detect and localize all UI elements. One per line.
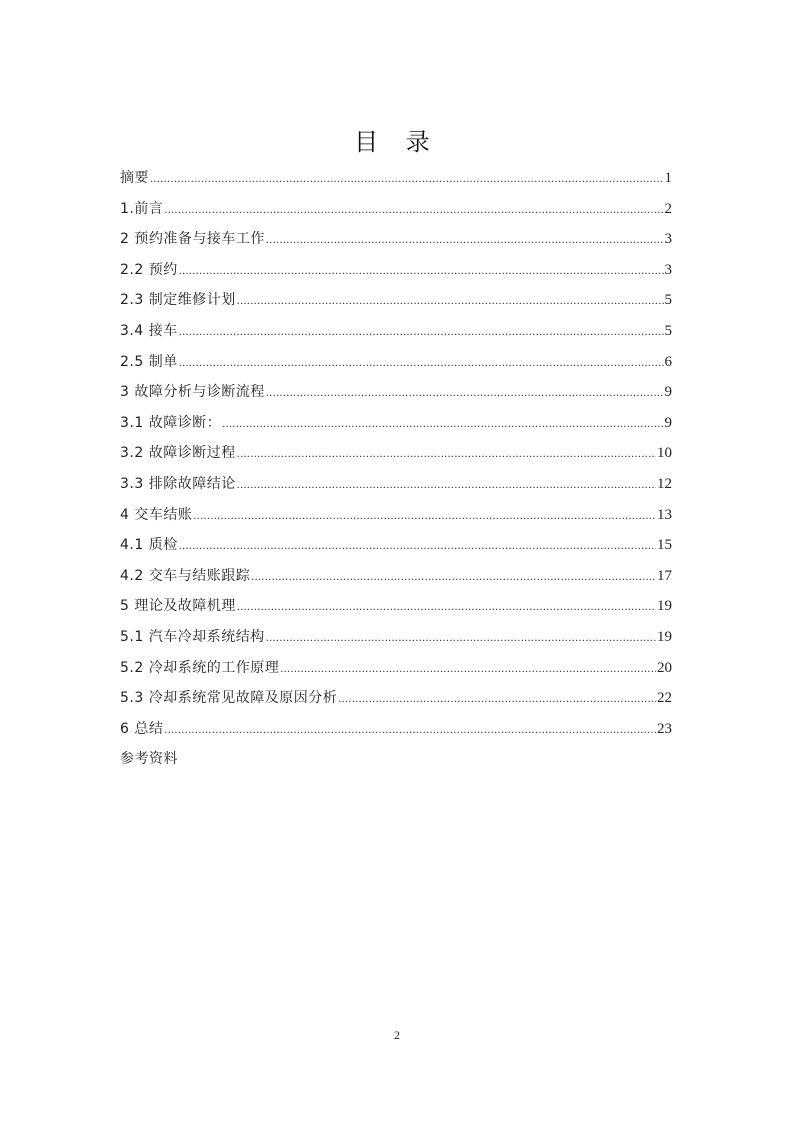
toc-entry-2-3[interactable]	[120, 285, 672, 316]
toc-entry-label: 3.3 排除故障结论	[120, 475, 236, 492]
toc-entry-4-2[interactable]	[120, 561, 672, 592]
toc-entry-page: 6	[664, 353, 672, 370]
toc-dot-leader	[150, 163, 664, 194]
toc-title: 目 录	[354, 128, 440, 156]
toc-dot-leader	[179, 530, 656, 561]
page-number: 2	[394, 1028, 400, 1042]
toc-entry-2-5[interactable]	[120, 347, 672, 378]
toc-entry-label: 4.1 质检	[120, 537, 178, 554]
toc-entry-label: 5.2 冷却系统的工作原理	[120, 659, 280, 676]
toc-entry-page: 5	[664, 322, 672, 339]
toc-dot-leader	[266, 224, 664, 255]
toc-dot-leader	[266, 622, 656, 653]
toc-dot-leader	[237, 438, 656, 469]
toc-entry-chapter-6[interactable]	[120, 714, 672, 745]
toc-entry-page: 3	[664, 231, 672, 248]
toc-entry-4-1[interactable]	[120, 530, 672, 561]
toc-entry-label: 2.3 制定维修计划	[120, 292, 236, 309]
toc-list	[120, 163, 672, 775]
toc-dot-leader	[280, 653, 656, 684]
toc-entry-5-2[interactable]	[120, 653, 672, 684]
toc-entry-page: 2	[664, 200, 672, 217]
toc-entry-5-1[interactable]	[120, 622, 672, 653]
toc-dot-leader	[237, 469, 656, 500]
toc-entry-page: 13	[657, 506, 672, 523]
toc-entry-3-1[interactable]	[120, 408, 672, 439]
toc-entry-label: 3 故障分析与诊断流程	[120, 384, 265, 401]
toc-dot-leader	[193, 500, 656, 531]
toc-entry-label: 5.1 汽车冷却系统结构	[120, 628, 265, 645]
toc-entry-abstract[interactable]	[120, 163, 672, 194]
toc-dot-leader	[251, 561, 656, 592]
toc-entry-label: 3.1 故障诊断：	[120, 414, 222, 431]
toc-entry-chapter-4[interactable]	[120, 500, 672, 531]
toc-entry-5-3[interactable]	[120, 683, 672, 714]
toc-entry-page: 20	[657, 659, 672, 676]
toc-dot-leader	[179, 316, 664, 347]
toc-entry-3-4[interactable]	[120, 316, 672, 347]
toc-entry-page: 9	[664, 384, 672, 401]
toc-entry-label: 3.4 接车	[120, 322, 178, 339]
toc-entry-chapter-3[interactable]	[120, 377, 672, 408]
toc-entry-label: 2.5 制单	[120, 353, 178, 370]
toc-dot-leader	[164, 194, 663, 225]
toc-entry-chapter-2[interactable]	[120, 224, 672, 255]
toc-entry-label: 2 预约准备与接车工作	[120, 231, 265, 248]
toc-entry-label: 5 理论及故障机理	[120, 598, 236, 615]
toc-entry-page: 19	[657, 598, 672, 615]
toc-entry-label: 2.2 预约	[120, 261, 178, 278]
toc-entry-page: 19	[657, 628, 672, 645]
toc-dot-leader	[179, 347, 664, 378]
toc-entry-page: 22	[657, 690, 672, 707]
toc-entry-label: 4.2 交车与结账跟踪	[120, 567, 251, 584]
toc-entry-page: 15	[657, 537, 672, 554]
toc-entry-page: 9	[664, 414, 672, 431]
toc-entry-chapter-5[interactable]	[120, 591, 672, 622]
toc-entry-preface[interactable]	[120, 194, 672, 225]
toc-entry-references[interactable]	[120, 744, 672, 775]
toc-entry-label: 摘要	[120, 170, 149, 186]
toc-entry-page: 3	[664, 261, 672, 278]
toc-entry-page: 10	[657, 445, 672, 462]
toc-dot-leader	[266, 377, 664, 408]
toc-entry-label: 1.前言	[120, 200, 164, 217]
toc-dot-leader	[179, 255, 664, 286]
toc-entry-label: 4 交车结账	[120, 506, 193, 523]
toc-dot-leader	[338, 683, 656, 714]
toc-entry-page: 1	[664, 170, 672, 186]
toc-entry-label: 参考资料	[120, 751, 178, 768]
toc-dot-leader	[237, 285, 664, 316]
toc-entry-label: 6 总结	[120, 720, 164, 737]
toc-entry-page: 23	[657, 720, 672, 737]
toc-entry-page: 17	[657, 567, 672, 584]
toc-dot-leader	[237, 591, 656, 622]
toc-entry-3-3[interactable]	[120, 469, 672, 500]
toc-dot-leader	[164, 714, 656, 745]
toc-dot-leader	[222, 408, 663, 439]
toc-entry-label: 5.3 冷却系统常见故障及原因分析	[120, 690, 338, 707]
toc-entry-2-2[interactable]	[120, 255, 672, 286]
toc-entry-page: 12	[657, 475, 672, 492]
toc-entry-page: 5	[664, 292, 672, 309]
toc-entry-3-2[interactable]	[120, 438, 672, 469]
toc-entry-label: 3.2 故障诊断过程	[120, 445, 236, 462]
